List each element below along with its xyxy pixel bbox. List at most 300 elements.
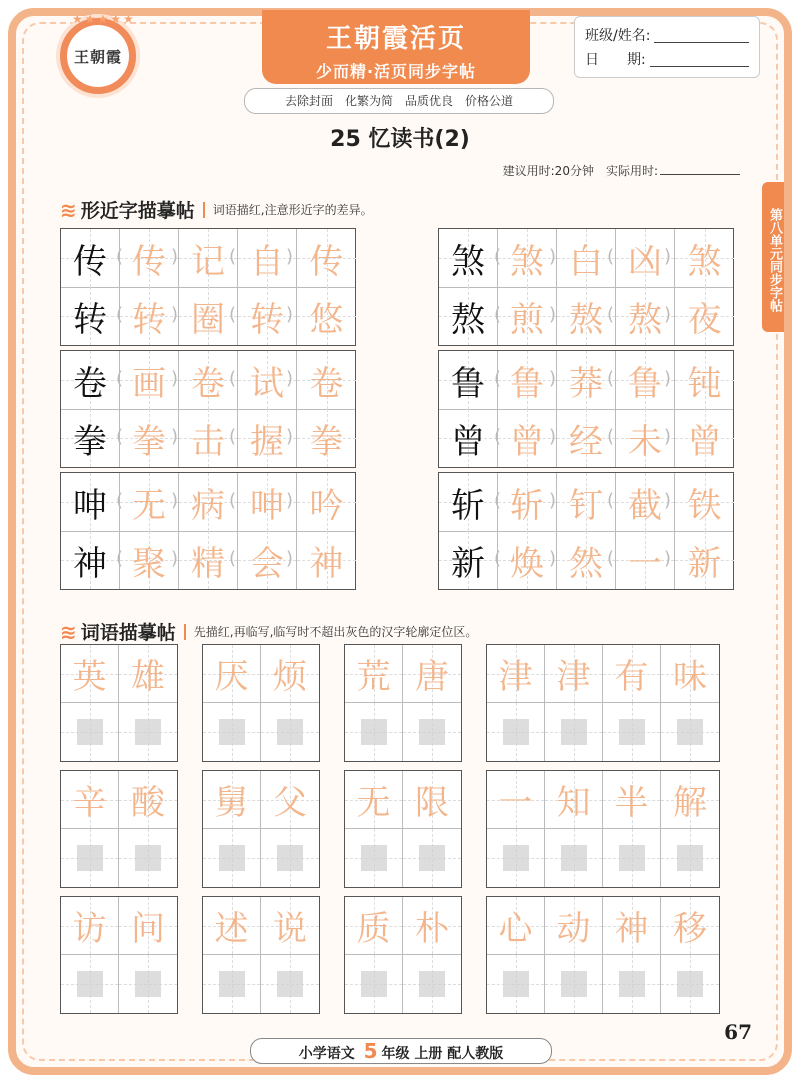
word-trace-character: 问 (131, 909, 165, 949)
outline-guide (219, 971, 245, 997)
trace-character: 病 (191, 485, 225, 526)
trace-character: 会 (250, 543, 284, 584)
word-trace-character: 辛 (72, 783, 107, 823)
word-trace-character: 质 (356, 909, 391, 949)
trace-cell[interactable] (297, 229, 356, 287)
outline-guide (277, 719, 303, 745)
word-trace-character: 津 (498, 657, 533, 697)
trace-cell[interactable] (297, 473, 356, 531)
trace-row (439, 351, 733, 410)
word-trace-character: 半 (614, 783, 649, 823)
date-field[interactable] (650, 52, 749, 67)
banner-title: 王朝霞活页 (325, 24, 466, 54)
outline-guide (361, 845, 387, 871)
word-trace-character: 朴 (415, 909, 449, 949)
outline-guide (219, 719, 245, 745)
word-practice-cell[interactable] (61, 703, 119, 761)
footer-edition: 配人教版 (447, 1046, 504, 1062)
trace-row (439, 229, 733, 288)
outline-guide (419, 719, 445, 745)
model-cell[interactable] (439, 229, 498, 287)
outline-guide (503, 971, 529, 997)
word-trace-cell[interactable] (261, 771, 319, 829)
trace-row (439, 531, 733, 589)
paren-mark: ) (549, 246, 557, 267)
paren-mark: ( (116, 368, 124, 389)
word-trace-character: 英 (72, 657, 107, 697)
trace-character: 莽 (569, 363, 603, 404)
word-trace-character: 荒 (356, 657, 391, 697)
paren-mark: ( (116, 426, 124, 447)
word-practice-cell[interactable] (345, 829, 403, 887)
brand-logo (56, 14, 140, 98)
word-trace-cell[interactable] (603, 771, 661, 829)
word-practice-cell[interactable] (487, 703, 545, 761)
paren-mark: ) (664, 490, 672, 511)
trace-cell[interactable] (297, 351, 356, 409)
word-trace-character: 唐 (415, 657, 449, 697)
word-practice-cell[interactable] (345, 703, 403, 761)
outline-guide (619, 719, 645, 745)
trace-character: 煎 (510, 299, 544, 340)
trace-character: 神 (309, 543, 344, 584)
word-group (344, 644, 462, 762)
time-hint-text: 建议用时:20分钟 实际用时: (502, 164, 658, 178)
word-group (60, 770, 178, 888)
model-cell[interactable] (439, 351, 498, 409)
word-trace-character: 知 (556, 783, 591, 823)
word-practice-cell[interactable] (661, 955, 719, 1013)
word-trace-cell[interactable] (403, 645, 461, 703)
word-trace-character: 访 (72, 909, 107, 949)
paren-mark: ( (607, 426, 615, 447)
paren-mark: ( (607, 548, 615, 569)
paren-mark: ) (286, 426, 294, 447)
trace-character: 新 (687, 543, 722, 584)
trace-character: 一 (628, 543, 662, 584)
trace-cell[interactable] (297, 409, 356, 467)
paren-mark: ( (116, 490, 124, 511)
logo-stars-icon: ★★★★★ (72, 12, 136, 26)
trace-character: 鲁 (628, 363, 662, 404)
word-trace-cell[interactable] (661, 771, 719, 829)
trace-character: 钝 (687, 363, 722, 404)
paren-mark: ( (116, 304, 124, 325)
section1-header (60, 196, 373, 223)
word-trace-character: 无 (356, 783, 391, 823)
trace-character: 卷 (191, 363, 225, 404)
trace-character: 传 (309, 241, 344, 282)
trace-character: 曾 (510, 421, 544, 462)
trace-row (439, 409, 733, 467)
outline-guide (561, 719, 587, 745)
paren-mark: ( (229, 368, 237, 389)
paren-mark: ) (664, 426, 672, 447)
trace-character: 凶 (628, 241, 662, 282)
word-trace-cell[interactable] (261, 897, 319, 955)
word-practice-cell[interactable] (403, 703, 461, 761)
word-trace-cell[interactable] (487, 771, 545, 829)
paren-mark: ) (171, 426, 179, 447)
outline-guide (77, 845, 103, 871)
word-trace-cell[interactable] (203, 771, 261, 829)
word-group (344, 770, 462, 888)
model-cell[interactable] (439, 531, 498, 589)
paren-mark: ) (549, 426, 557, 447)
word-trace-cell[interactable] (345, 897, 403, 955)
trace-character: 传 (132, 241, 166, 282)
word-group (486, 770, 720, 888)
word-practice-cell[interactable] (61, 955, 119, 1013)
model-cell[interactable] (61, 287, 120, 345)
brand-banner (262, 10, 530, 84)
time-hint (503, 162, 740, 179)
word-group (202, 644, 320, 762)
model-cell[interactable] (439, 473, 498, 531)
paren-mark: ) (171, 304, 179, 325)
model-character: 拳 (73, 421, 107, 462)
word-trace-cell[interactable] (203, 897, 261, 955)
paren-mark: ( (229, 548, 237, 569)
paren-mark: ( (494, 304, 502, 325)
trace-row (61, 229, 355, 288)
outline-guide (135, 971, 161, 997)
paren-mark: ( (116, 548, 124, 569)
word-practice-cell[interactable] (545, 829, 603, 887)
word-group (60, 896, 178, 1014)
paren-mark: ) (171, 490, 179, 511)
paren-mark: ) (549, 304, 557, 325)
section1-title: 形近字描摹帖 (80, 200, 195, 222)
trace-row (61, 351, 355, 410)
footer-subject: 小学语文 (298, 1046, 355, 1062)
paren-mark: ( (116, 246, 124, 267)
trace-character: 握 (250, 421, 284, 462)
paren-mark: ) (286, 368, 294, 389)
outline-guide (619, 845, 645, 871)
section1-note: 词语描红,注意形近字的差异。 (212, 203, 373, 217)
word-trace-cell[interactable] (119, 897, 177, 955)
trace-character: 截 (628, 485, 662, 526)
outline-guide (561, 971, 587, 997)
word-practice-cell[interactable] (119, 703, 177, 761)
outline-guide (219, 845, 245, 871)
trace-group (60, 350, 356, 468)
student-info-box (574, 16, 760, 78)
word-practice-cell[interactable] (119, 829, 177, 887)
outline-guide (503, 719, 529, 745)
word-trace-cell[interactable] (545, 897, 603, 955)
word-trace-cell[interactable] (403, 897, 461, 955)
word-practice-cell[interactable] (61, 829, 119, 887)
model-cell[interactable] (61, 473, 120, 531)
section2-note: 先描红,再临写,临写时不超出灰色的汉字轮廓定位区。 (193, 625, 478, 639)
word-trace-character: 父 (273, 783, 307, 823)
word-trace-cell[interactable] (119, 645, 177, 703)
word-practice-cell[interactable] (545, 955, 603, 1013)
word-practice-cell[interactable] (203, 703, 261, 761)
word-practice-cell[interactable] (487, 955, 545, 1013)
model-cell[interactable] (61, 531, 120, 589)
word-practice-cell[interactable] (119, 955, 177, 1013)
word-trace-character: 动 (556, 909, 591, 949)
trace-group (60, 228, 356, 346)
trace-character: 圈 (191, 299, 225, 340)
word-group (344, 896, 462, 1014)
model-character: 传 (73, 241, 107, 282)
paren-mark: ( (494, 246, 502, 267)
trace-character: 焕 (510, 543, 544, 584)
paren-mark: ( (229, 426, 237, 447)
word-practice-cell[interactable] (345, 955, 403, 1013)
word-trace-character: 移 (673, 909, 707, 949)
paren-mark: ) (549, 368, 557, 389)
trace-character: 未 (628, 421, 662, 462)
trace-row (61, 473, 355, 532)
paren-mark: ( (607, 304, 615, 325)
trace-character: 斩 (510, 485, 544, 526)
paren-mark: ) (549, 548, 557, 569)
word-trace-cell[interactable] (545, 771, 603, 829)
paren-mark: ) (286, 304, 294, 325)
word-group (486, 896, 720, 1014)
word-trace-cell[interactable] (603, 897, 661, 955)
model-character: 曾 (451, 421, 485, 462)
trace-cell[interactable] (675, 287, 734, 345)
trace-character: 夜 (687, 299, 722, 340)
word-trace-cell[interactable] (61, 897, 119, 955)
footer-grade-label: 年级 (381, 1046, 410, 1062)
trace-character: 聚 (132, 543, 166, 584)
trace-character: 白 (569, 241, 603, 282)
trace-cell[interactable] (675, 229, 734, 287)
word-trace-character: 一 (498, 783, 533, 823)
outline-guide (677, 845, 703, 871)
word-trace-character: 心 (498, 909, 533, 949)
word-trace-cell[interactable] (203, 645, 261, 703)
footer-grade-number: 5 (363, 1039, 378, 1063)
trace-character: 悠 (309, 299, 344, 340)
word-practice-cell[interactable] (545, 703, 603, 761)
trace-row (61, 531, 355, 589)
trace-character: 铁 (687, 485, 722, 526)
outline-guide (419, 971, 445, 997)
word-trace-character: 有 (614, 657, 649, 697)
divider (184, 624, 186, 640)
word-practice-cell[interactable] (661, 829, 719, 887)
outline-guide (77, 719, 103, 745)
model-character: 呻 (73, 485, 107, 526)
word-practice-cell[interactable] (203, 829, 261, 887)
model-character: 斩 (451, 485, 485, 526)
trace-group (438, 472, 734, 590)
word-practice-cell[interactable] (261, 703, 319, 761)
word-practice-cell[interactable] (261, 829, 319, 887)
outline-guide (361, 971, 387, 997)
outline-guide (77, 971, 103, 997)
word-trace-cell[interactable] (603, 645, 661, 703)
paren-mark: ( (229, 490, 237, 511)
lesson-title: 25 忆读书(2) (330, 127, 470, 152)
word-trace-character: 舅 (214, 783, 249, 823)
outline-guide (619, 971, 645, 997)
model-cell[interactable] (439, 287, 498, 345)
word-trace-cell[interactable] (119, 771, 177, 829)
trace-character: 记 (191, 241, 225, 282)
model-cell[interactable] (61, 351, 120, 409)
trace-cell[interactable] (675, 409, 734, 467)
footer-badge (250, 1038, 552, 1064)
paren-mark: ) (549, 490, 557, 511)
trace-group (438, 228, 734, 346)
model-character: 卷 (73, 363, 107, 404)
word-practice-cell[interactable] (203, 955, 261, 1013)
trace-group (438, 350, 734, 468)
word-trace-cell[interactable] (661, 897, 719, 955)
paren-mark: ) (286, 246, 294, 267)
trace-row (61, 409, 355, 467)
paren-mark: ) (286, 490, 294, 511)
word-trace-cell[interactable] (545, 645, 603, 703)
trace-row (61, 287, 355, 345)
word-trace-character: 神 (614, 909, 649, 949)
model-character: 新 (451, 543, 485, 584)
word-trace-character: 限 (415, 783, 449, 823)
word-practice-cell[interactable] (603, 829, 661, 887)
trace-cell[interactable] (675, 473, 734, 531)
trace-cell[interactable] (297, 531, 356, 589)
paren-mark: ( (494, 548, 502, 569)
trace-character: 自 (250, 241, 284, 282)
paren-mark: ( (607, 368, 615, 389)
trace-character: 熬 (628, 299, 662, 340)
word-trace-character: 厌 (214, 657, 249, 697)
word-trace-character: 说 (273, 909, 307, 949)
word-trace-character: 津 (556, 657, 591, 697)
trace-character: 拳 (132, 421, 166, 462)
logo-text: 王朝霞 (73, 47, 122, 66)
trace-row (439, 473, 733, 532)
actual-time-field[interactable] (660, 174, 740, 175)
trace-character: 卷 (309, 363, 344, 404)
word-practice-cell[interactable] (487, 829, 545, 887)
word-practice-cell[interactable] (661, 703, 719, 761)
trace-cell[interactable] (297, 287, 356, 345)
slogan: 去除封面 化繁为简 品质优良 价格公道 (244, 88, 554, 114)
paren-mark: ( (229, 246, 237, 267)
word-trace-character: 酸 (131, 783, 165, 823)
wave-icon: ≋ (60, 619, 77, 644)
paren-mark: ( (494, 490, 502, 511)
word-group (60, 644, 178, 762)
paren-mark: ( (607, 490, 615, 511)
word-trace-character: 味 (673, 657, 707, 697)
outline-guide (277, 845, 303, 871)
model-character: 转 (73, 299, 107, 340)
trace-character: 熬 (569, 299, 603, 340)
word-practice-cell[interactable] (403, 955, 461, 1013)
outline-guide (361, 719, 387, 745)
word-trace-cell[interactable] (487, 897, 545, 955)
model-cell[interactable] (61, 229, 120, 287)
wave-icon: ≋ (60, 197, 77, 222)
word-trace-cell[interactable] (261, 645, 319, 703)
divider (203, 202, 205, 218)
word-trace-character: 述 (214, 909, 249, 949)
date-label: 日 期: (585, 52, 646, 68)
paren-mark: ) (171, 548, 179, 569)
word-practice-cell[interactable] (603, 703, 661, 761)
outline-guide (135, 719, 161, 745)
trace-character: 吟 (309, 485, 344, 526)
word-trace-cell[interactable] (61, 771, 119, 829)
trace-cell[interactable] (675, 351, 734, 409)
trace-character: 画 (132, 363, 166, 404)
model-cell[interactable] (439, 409, 498, 467)
side-tab: 第八单元同步字帖 (762, 182, 784, 332)
paren-mark: ( (229, 304, 237, 325)
outline-guide (135, 845, 161, 871)
trace-character: 拳 (309, 421, 344, 462)
trace-character: 曾 (687, 421, 722, 462)
model-character: 神 (73, 543, 107, 584)
word-practice-cell[interactable] (603, 955, 661, 1013)
word-practice-cell[interactable] (261, 955, 319, 1013)
trace-character: 无 (132, 485, 166, 526)
outline-guide (277, 971, 303, 997)
footer-term: 上册 (414, 1046, 443, 1062)
word-trace-cell[interactable] (403, 771, 461, 829)
word-trace-cell[interactable] (345, 771, 403, 829)
trace-character: 煞 (687, 241, 722, 282)
trace-character: 呻 (250, 485, 284, 526)
word-trace-character: 雄 (131, 657, 165, 697)
trace-character: 鲁 (510, 363, 544, 404)
trace-character: 然 (569, 543, 603, 584)
paren-mark: ( (494, 368, 502, 389)
paren-mark: ) (664, 304, 672, 325)
word-group (486, 644, 720, 762)
outline-guide (503, 845, 529, 871)
trace-character: 转 (132, 299, 166, 340)
word-trace-character: 解 (673, 783, 707, 823)
model-character: 熬 (451, 299, 485, 340)
page-number: 67 (724, 1020, 752, 1044)
trace-character: 击 (191, 421, 225, 462)
trace-cell[interactable] (675, 531, 734, 589)
paren-mark: ( (607, 246, 615, 267)
model-character: 煞 (451, 241, 485, 282)
outline-guide (677, 719, 703, 745)
class-name-label: 班级/姓名: (585, 28, 651, 44)
section2-title: 词语描摹帖 (80, 622, 176, 644)
model-cell[interactable] (61, 409, 120, 467)
trace-character: 试 (250, 363, 284, 404)
paren-mark: ( (494, 426, 502, 447)
paren-mark: ) (171, 246, 179, 267)
class-name-field[interactable] (654, 28, 749, 43)
word-trace-cell[interactable] (487, 645, 545, 703)
outline-guide (561, 845, 587, 871)
paren-mark: ) (664, 368, 672, 389)
banner-subtitle: 少而精·活页同步字帖 (315, 62, 477, 81)
outline-guide (419, 845, 445, 871)
trace-character: 钉 (569, 485, 603, 526)
word-trace-cell[interactable] (661, 645, 719, 703)
word-practice-cell[interactable] (403, 829, 461, 887)
word-trace-cell[interactable] (61, 645, 119, 703)
word-trace-cell[interactable] (345, 645, 403, 703)
